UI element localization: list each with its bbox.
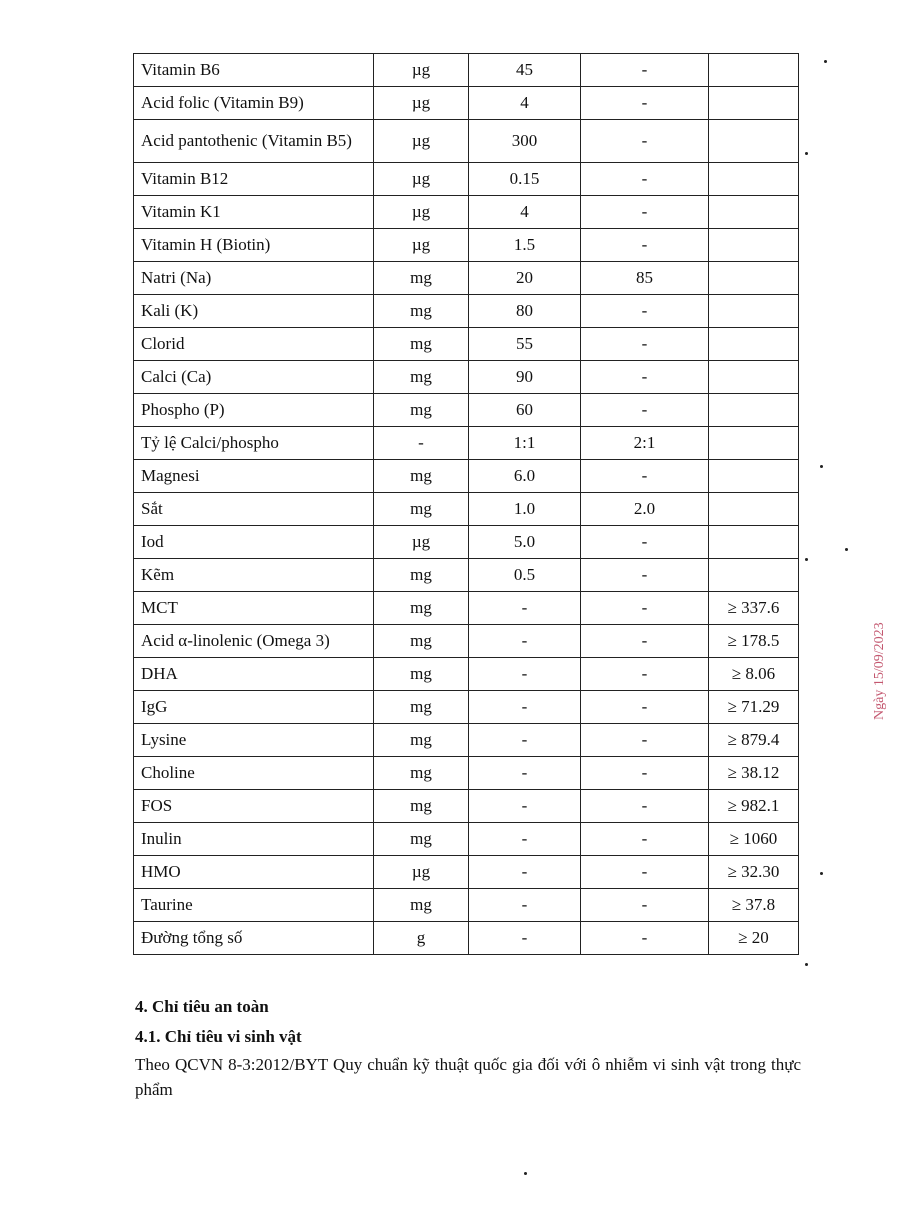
max-value-cell: - bbox=[581, 889, 709, 922]
unit-cell: µg bbox=[374, 229, 469, 262]
nutrient-name-cell: Kẽm bbox=[134, 559, 374, 592]
declared-value-cell bbox=[709, 87, 799, 120]
max-value-cell: - bbox=[581, 120, 709, 163]
declared-value-cell bbox=[709, 526, 799, 559]
nutrient-name-cell: Choline bbox=[134, 757, 374, 790]
table-row bbox=[134, 328, 799, 361]
nutrient-name-cell: Taurine bbox=[134, 889, 374, 922]
unit-cell: µg bbox=[374, 87, 469, 120]
nutrient-name-cell: MCT bbox=[134, 592, 374, 625]
nutrient-name-cell: HMO bbox=[134, 856, 374, 889]
max-value-cell: - bbox=[581, 229, 709, 262]
table-row bbox=[134, 526, 799, 559]
min-value-cell: 0.15 bbox=[469, 163, 581, 196]
table-row bbox=[134, 823, 799, 856]
table-row bbox=[134, 922, 799, 955]
table-row bbox=[134, 625, 799, 658]
nutrient-name-cell: Đường tổng số bbox=[134, 922, 374, 955]
min-value-cell: - bbox=[469, 790, 581, 823]
declared-value-cell: ≥ 32.30 bbox=[709, 856, 799, 889]
min-value-cell: 55 bbox=[469, 328, 581, 361]
min-value-cell: 1.5 bbox=[469, 229, 581, 262]
min-value-cell: - bbox=[469, 823, 581, 856]
nutrient-name-cell: Acid folic (Vitamin B9) bbox=[134, 87, 374, 120]
unit-cell: mg bbox=[374, 262, 469, 295]
min-value-cell: - bbox=[469, 691, 581, 724]
scan-speck bbox=[845, 548, 848, 551]
declared-value-cell: ≥ 38.12 bbox=[709, 757, 799, 790]
unit-cell: µg bbox=[374, 856, 469, 889]
min-value-cell: 1.0 bbox=[469, 493, 581, 526]
declared-value-cell bbox=[709, 361, 799, 394]
unit-cell: mg bbox=[374, 823, 469, 856]
max-value-cell: - bbox=[581, 790, 709, 823]
min-value-cell: 60 bbox=[469, 394, 581, 427]
unit-cell: mg bbox=[374, 361, 469, 394]
nutrient-name-cell: Calci (Ca) bbox=[134, 361, 374, 394]
max-value-cell: - bbox=[581, 559, 709, 592]
max-value-cell: - bbox=[581, 856, 709, 889]
scan-speck bbox=[805, 152, 808, 155]
scan-speck bbox=[820, 465, 823, 468]
max-value-cell: - bbox=[581, 328, 709, 361]
table-row bbox=[134, 295, 799, 328]
min-value-cell: 300 bbox=[469, 120, 581, 163]
min-value-cell: - bbox=[469, 592, 581, 625]
unit-cell: mg bbox=[374, 394, 469, 427]
red-stamp-mark: Ngày 15/09/2023 bbox=[872, 622, 887, 720]
table-row bbox=[134, 493, 799, 526]
max-value-cell: 2.0 bbox=[581, 493, 709, 526]
table-row bbox=[134, 856, 799, 889]
max-value-cell: - bbox=[581, 526, 709, 559]
nutrient-name-cell: Acid pantothenic (Vitamin B5) bbox=[134, 120, 374, 163]
declared-value-cell bbox=[709, 196, 799, 229]
nutrient-name-cell: Vitamin B12 bbox=[134, 163, 374, 196]
table-row bbox=[134, 889, 799, 922]
max-value-cell: - bbox=[581, 361, 709, 394]
table-body bbox=[134, 54, 799, 955]
max-value-cell: - bbox=[581, 460, 709, 493]
min-value-cell: - bbox=[469, 658, 581, 691]
declared-value-cell: ≥ 178.5 bbox=[709, 625, 799, 658]
min-value-cell: 90 bbox=[469, 361, 581, 394]
table-row bbox=[134, 658, 799, 691]
unit-cell: mg bbox=[374, 691, 469, 724]
max-value-cell: - bbox=[581, 196, 709, 229]
declared-value-cell: ≥ 20 bbox=[709, 922, 799, 955]
nutrition-spec-table bbox=[133, 53, 799, 955]
nutrient-name-cell: Lysine bbox=[134, 724, 374, 757]
table-row bbox=[134, 757, 799, 790]
min-value-cell: 5.0 bbox=[469, 526, 581, 559]
max-value-cell: 85 bbox=[581, 262, 709, 295]
declared-value-cell: ≥ 8.06 bbox=[709, 658, 799, 691]
nutrient-name-cell: Iod bbox=[134, 526, 374, 559]
declared-value-cell: ≥ 37.8 bbox=[709, 889, 799, 922]
max-value-cell: - bbox=[581, 757, 709, 790]
unit-cell: mg bbox=[374, 790, 469, 823]
nutrient-name-cell: Sắt bbox=[134, 493, 374, 526]
declared-value-cell bbox=[709, 460, 799, 493]
min-value-cell: - bbox=[469, 757, 581, 790]
min-value-cell: 6.0 bbox=[469, 460, 581, 493]
nutrient-name-cell: DHA bbox=[134, 658, 374, 691]
table-row bbox=[134, 163, 799, 196]
table-row bbox=[134, 229, 799, 262]
declared-value-cell bbox=[709, 229, 799, 262]
unit-cell: mg bbox=[374, 592, 469, 625]
unit-cell: mg bbox=[374, 724, 469, 757]
max-value-cell: - bbox=[581, 922, 709, 955]
min-value-cell: 45 bbox=[469, 54, 581, 87]
nutrient-name-cell: Clorid bbox=[134, 328, 374, 361]
declared-value-cell bbox=[709, 559, 799, 592]
min-value-cell: - bbox=[469, 625, 581, 658]
scan-speck bbox=[805, 963, 808, 966]
declared-value-cell: ≥ 879.4 bbox=[709, 724, 799, 757]
min-value-cell: 80 bbox=[469, 295, 581, 328]
section-heading: 4. Chỉ tiêu an toàn bbox=[135, 997, 269, 1016]
min-value-cell: 20 bbox=[469, 262, 581, 295]
max-value-cell: - bbox=[581, 87, 709, 120]
max-value-cell: - bbox=[581, 54, 709, 87]
unit-cell: µg bbox=[374, 163, 469, 196]
unit-cell: mg bbox=[374, 295, 469, 328]
unit-cell: mg bbox=[374, 460, 469, 493]
table-row bbox=[134, 54, 799, 87]
nutrient-name-cell: Inulin bbox=[134, 823, 374, 856]
unit-cell: µg bbox=[374, 54, 469, 87]
declared-value-cell bbox=[709, 262, 799, 295]
declared-value-cell bbox=[709, 295, 799, 328]
unit-cell: mg bbox=[374, 625, 469, 658]
table-row bbox=[134, 790, 799, 823]
unit-cell: mg bbox=[374, 493, 469, 526]
declared-value-cell: ≥ 337.6 bbox=[709, 592, 799, 625]
scan-speck bbox=[824, 60, 827, 63]
nutrient-name-cell: Kali (K) bbox=[134, 295, 374, 328]
unit-cell: mg bbox=[374, 658, 469, 691]
max-value-cell: - bbox=[581, 592, 709, 625]
unit-cell: - bbox=[374, 427, 469, 460]
unit-cell: mg bbox=[374, 757, 469, 790]
subsection-heading: 4.1. Chỉ tiêu vi sinh vật bbox=[135, 1027, 302, 1046]
min-value-cell: 4 bbox=[469, 196, 581, 229]
max-value-cell: - bbox=[581, 658, 709, 691]
table-row bbox=[134, 460, 799, 493]
declared-value-cell bbox=[709, 54, 799, 87]
max-value-cell: 2:1 bbox=[581, 427, 709, 460]
unit-cell: µg bbox=[374, 526, 469, 559]
declared-value-cell bbox=[709, 163, 799, 196]
max-value-cell: - bbox=[581, 394, 709, 427]
unit-cell: mg bbox=[374, 889, 469, 922]
max-value-cell: - bbox=[581, 724, 709, 757]
min-value-cell: 0.5 bbox=[469, 559, 581, 592]
nutrient-name-cell: FOS bbox=[134, 790, 374, 823]
min-value-cell: - bbox=[469, 889, 581, 922]
max-value-cell: - bbox=[581, 163, 709, 196]
declared-value-cell bbox=[709, 328, 799, 361]
nutrient-name-cell: Phospho (P) bbox=[134, 394, 374, 427]
scan-speck bbox=[524, 1172, 527, 1175]
declared-value-cell: ≥ 1060 bbox=[709, 823, 799, 856]
table-row bbox=[134, 262, 799, 295]
max-value-cell: - bbox=[581, 295, 709, 328]
table-row bbox=[134, 196, 799, 229]
unit-cell: mg bbox=[374, 559, 469, 592]
section-paragraph: Theo QCVN 8-3:2012/BYT Quy chuẩn kỹ thuật quốc gia đối với ô nhiễm vi sinh vật trong thực phẩm bbox=[135, 1055, 801, 1099]
table-row bbox=[134, 120, 799, 163]
declared-value-cell: ≥ 71.29 bbox=[709, 691, 799, 724]
declared-value-cell bbox=[709, 493, 799, 526]
nutrient-name-cell: Vitamin B6 bbox=[134, 54, 374, 87]
declared-value-cell bbox=[709, 427, 799, 460]
table-row bbox=[134, 592, 799, 625]
max-value-cell: - bbox=[581, 691, 709, 724]
declared-value-cell bbox=[709, 394, 799, 427]
unit-cell: µg bbox=[374, 196, 469, 229]
table-row bbox=[134, 361, 799, 394]
min-value-cell: - bbox=[469, 922, 581, 955]
table-row bbox=[134, 394, 799, 427]
table-row bbox=[134, 87, 799, 120]
declared-value-cell bbox=[709, 120, 799, 163]
table-row bbox=[134, 724, 799, 757]
nutrient-name-cell: Magnesi bbox=[134, 460, 374, 493]
table-row bbox=[134, 691, 799, 724]
nutrient-name-cell: Acid α-linolenic (Omega 3) bbox=[134, 625, 374, 658]
nutrient-name-cell: IgG bbox=[134, 691, 374, 724]
nutrient-name-cell: Natri (Na) bbox=[134, 262, 374, 295]
max-value-cell: - bbox=[581, 625, 709, 658]
nutrient-name-cell: Tỷ lệ Calci/phospho bbox=[134, 427, 374, 460]
table-row bbox=[134, 427, 799, 460]
scan-speck bbox=[820, 872, 823, 875]
unit-cell: g bbox=[374, 922, 469, 955]
unit-cell: mg bbox=[374, 328, 469, 361]
scan-speck bbox=[805, 558, 808, 561]
min-value-cell: 1:1 bbox=[469, 427, 581, 460]
table-row bbox=[134, 559, 799, 592]
min-value-cell: - bbox=[469, 856, 581, 889]
max-value-cell: - bbox=[581, 823, 709, 856]
min-value-cell: 4 bbox=[469, 87, 581, 120]
unit-cell: µg bbox=[374, 120, 469, 163]
min-value-cell: - bbox=[469, 724, 581, 757]
nutrient-name-cell: Vitamin K1 bbox=[134, 196, 374, 229]
declared-value-cell: ≥ 982.1 bbox=[709, 790, 799, 823]
nutrient-name-cell: Vitamin H (Biotin) bbox=[134, 229, 374, 262]
